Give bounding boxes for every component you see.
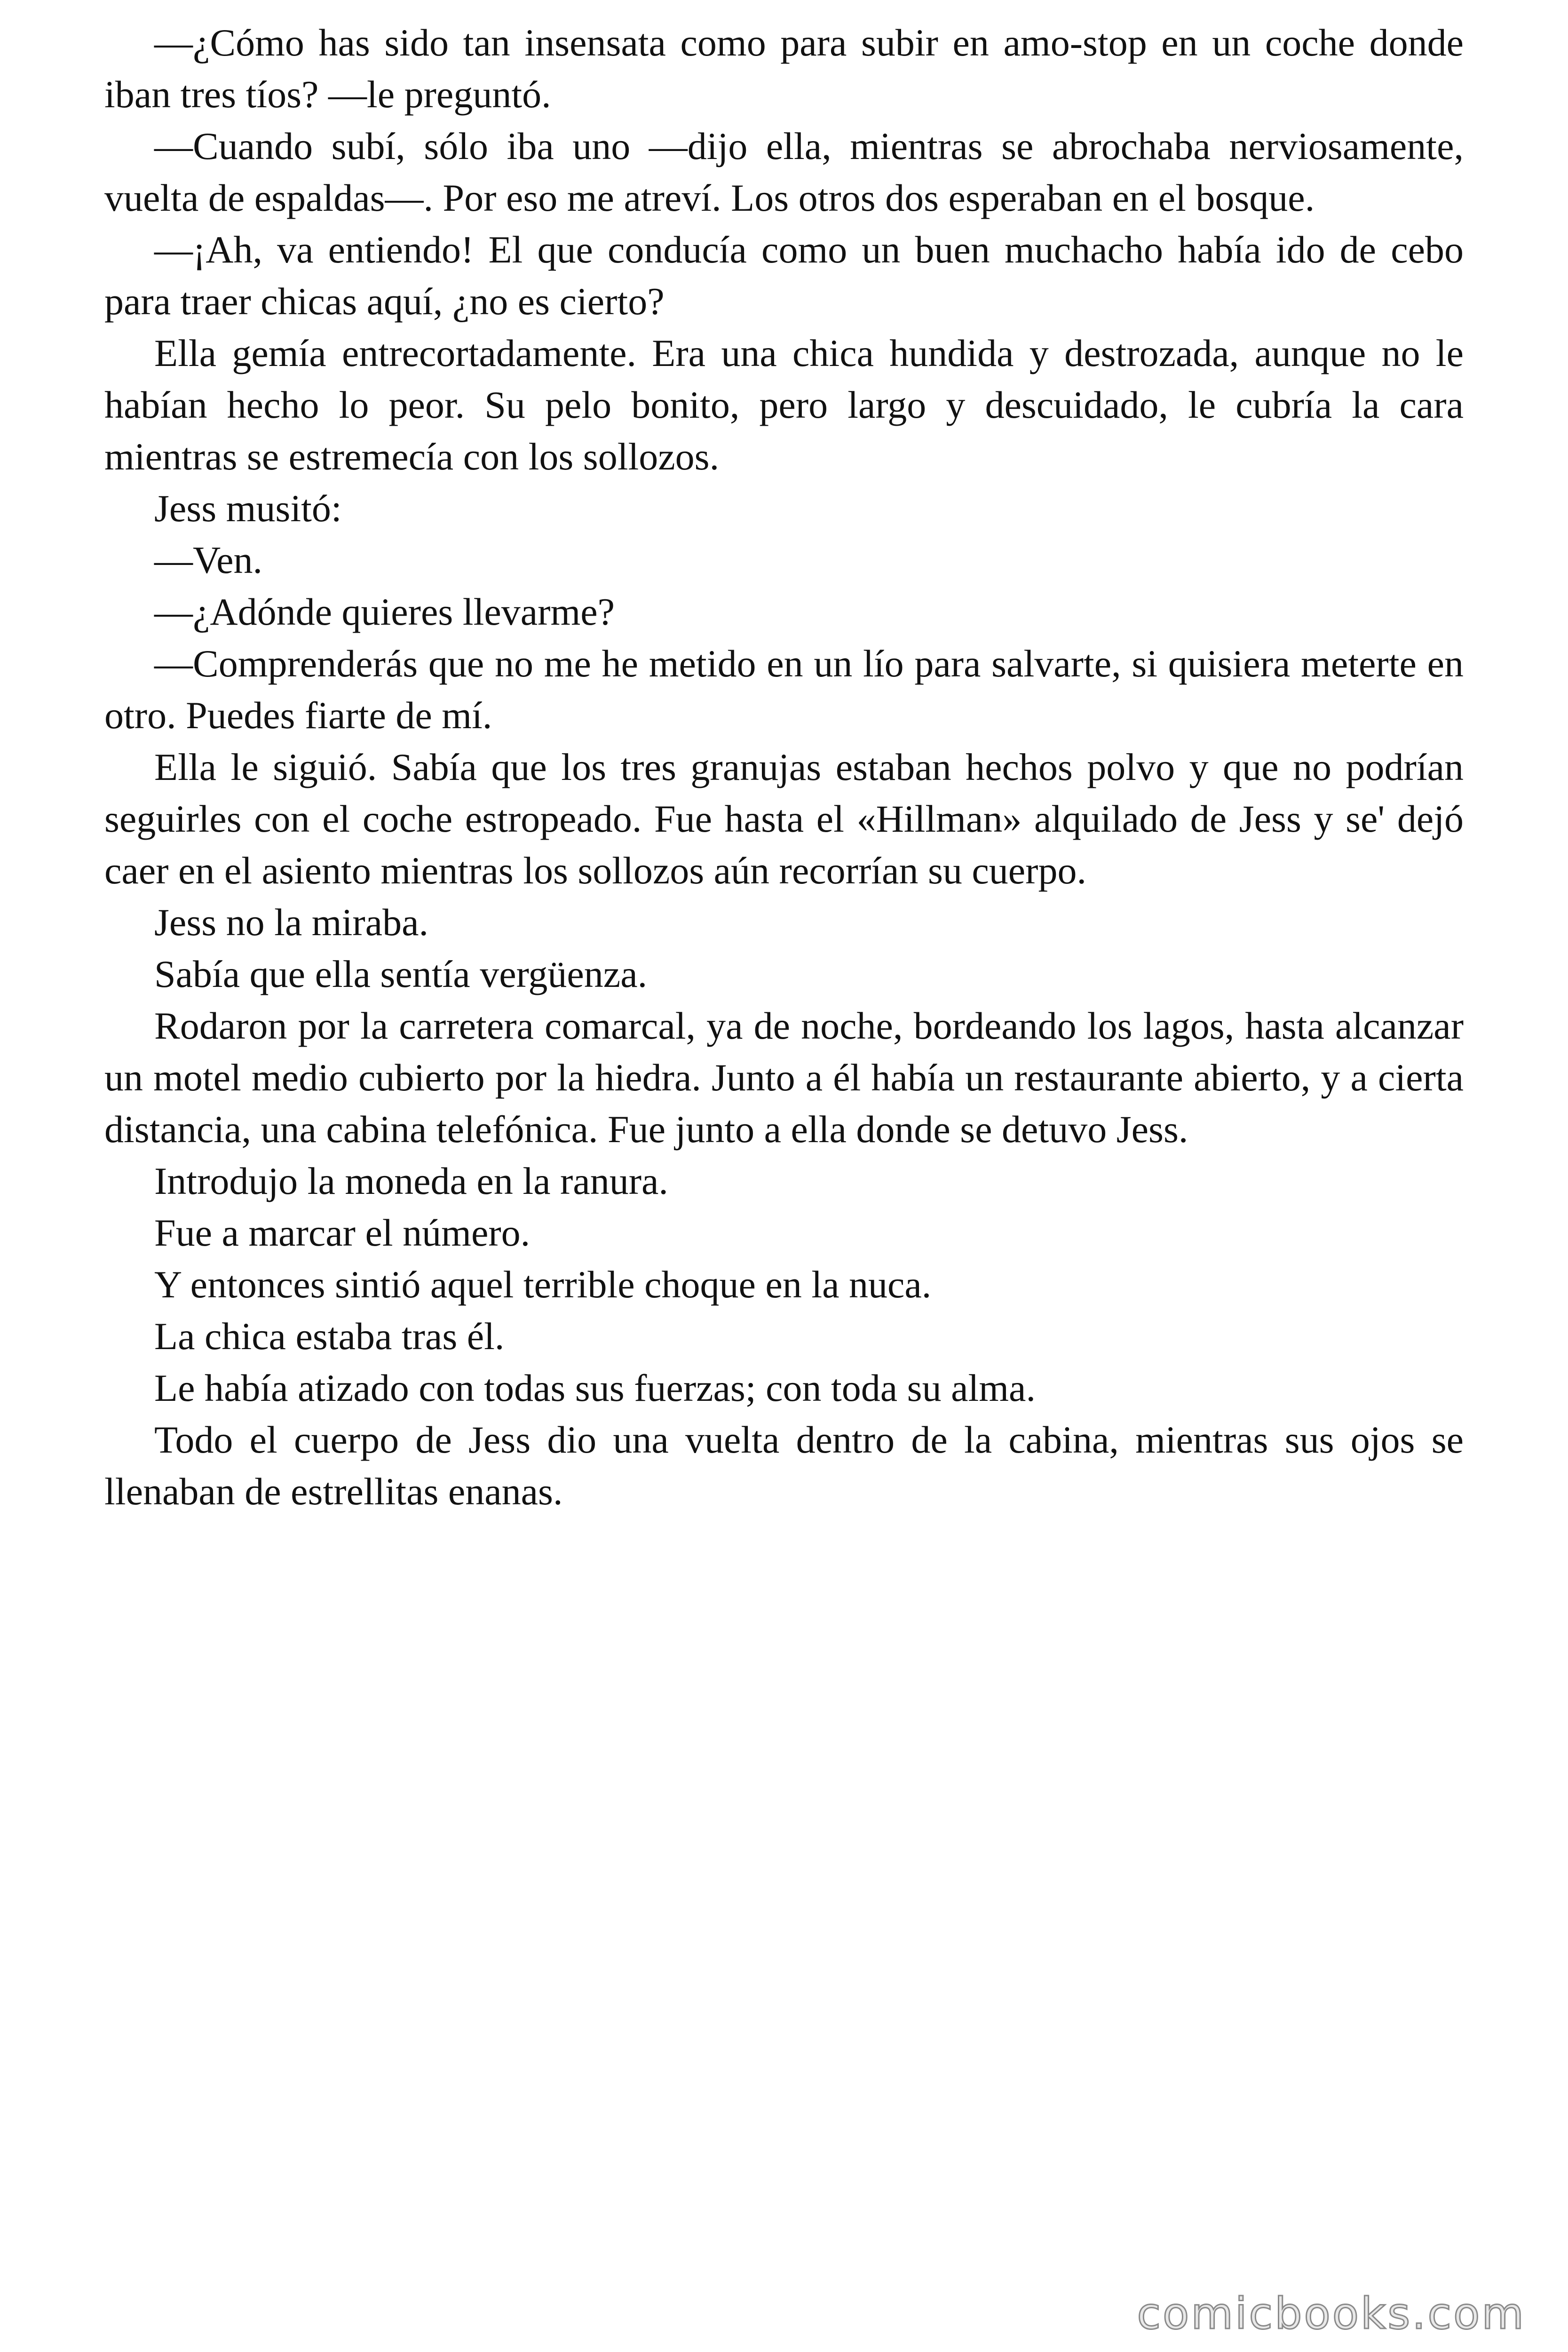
document-body <box>104 17 1464 1518</box>
paragraph: Y entonces sintió aquel terrible choque en la nuca. <box>154 1263 932 1306</box>
paragraph: Le había atizado con todas sus fuerzas; con toda su alma. <box>154 1367 1036 1409</box>
paragraph: Sabía que ella sentía vergüenza. <box>154 953 648 995</box>
paragraph: —¿Cómo has sido tan insensata como para subir en amo-stop en un coche donde iban tres tíos? —le preguntó. <box>104 21 1464 116</box>
paragraph: —Cuando subí, sólo iba uno —dijo ella, mientras se abrochaba nerviosamente, vuelta de espaldas—. Por eso me atreví. Los otros dos esperaban en el bosque. <box>104 125 1464 219</box>
paragraph: Ella le siguió. Sabía que los tres granujas estaban hechos polvo y que no podrían seguirles con el coche estropeado. Fue hasta el «Hillman» alquilado de Jess y se' dejó caer en el asiento mientras los sollozos aún recorrían su cuerpo. <box>104 746 1464 892</box>
paragraph: Introdujo la moneda en la ranura. <box>154 1160 668 1202</box>
paragraph: —¡Ah, va entiendo! El que conducía como un buen muchacho había ido de cebo para traer chicas aquí, ¿no es cierto? <box>104 228 1464 323</box>
paragraph: Jess no la miraba. <box>154 901 428 944</box>
paragraph: La chica estaba tras él. <box>154 1315 505 1358</box>
paragraph: Todo el cuerpo de Jess dio una vuelta dentro de la cabina, mientras sus ojos se llenaban de estrellitas enanas. <box>104 1418 1464 1513</box>
paragraph: Ella gemía entrecortadamente. Era una chica hundida y destrozada, aunque no le habían hecho lo peor. Su pelo bonito, pero largo y descuidado, le cubría la cara mientras se estremecía con los sollozos. <box>104 332 1464 478</box>
paragraph: —Comprenderás que no me he metido en un lío para salvarte, si quisiera meterte en otro. Puedes fiarte de mí. <box>104 642 1464 737</box>
paragraph: —Ven. <box>154 539 263 581</box>
paragraph: Jess musitó: <box>154 487 342 530</box>
paragraph: Fue a marcar el número. <box>154 1211 531 1254</box>
site-watermark: comicbooks.com <box>1137 2288 1526 2339</box>
paragraph: —¿Adónde quieres llevarme? <box>154 590 615 633</box>
paragraph: Rodaron por la carretera comarcal, ya de noche, bordeando los lagos, hasta alcanzar un motel medio cubierto por la hiedra. Junto a él había un restaurante abierto, y a cierta distancia, una cabina telefónica. Fue junto a ella donde se detuvo Jess. <box>104 1004 1464 1151</box>
